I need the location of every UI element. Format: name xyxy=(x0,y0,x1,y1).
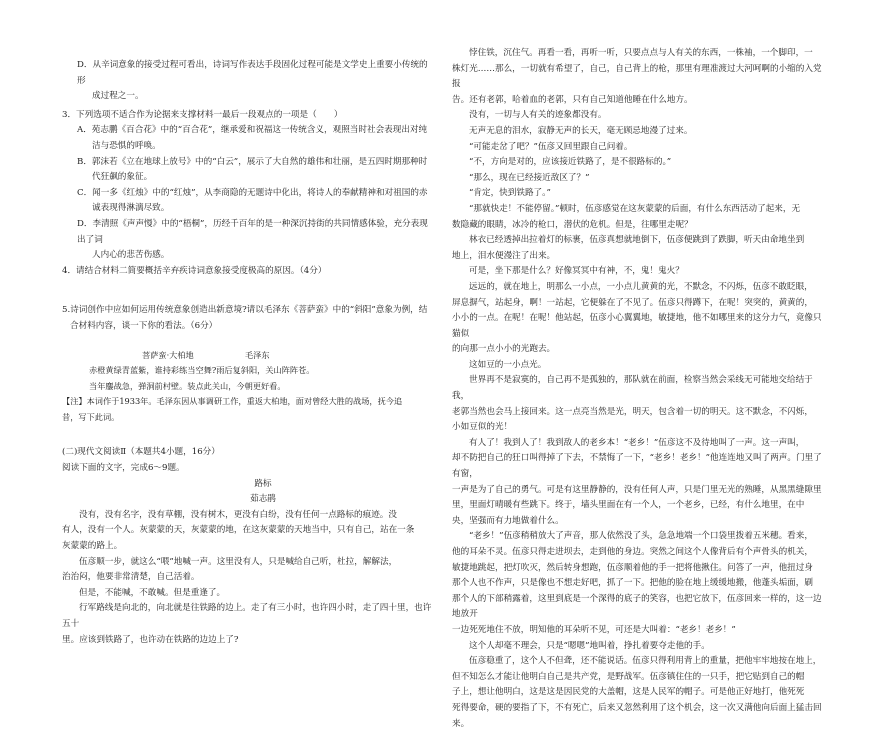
story-para-r6: “那么，现在已经接近敌区了？” xyxy=(469,172,590,183)
poem-note: 【注】本词作于1933年。毛泽东因从事调研工作，重返大柏地，面对曾经大胜的战场，抚今追 昔，写下此词。 xyxy=(62,396,403,422)
story-para-r4: “可能走岔了吧？”伍彦又回里跟自己问着。 xyxy=(469,141,633,152)
story-para-r3: 无声无息的泪水，寂静无声的长天，毫无顾忌地漫了过来。 xyxy=(469,125,693,136)
q2-option-d: D．从辛词意象的接受过程可看出，诗词写作表达手段固化过程可能是文学史上重要小传统的形 成过程之一。 xyxy=(77,60,428,102)
section-heading: (二)现代文阅读Ⅱ（本题共4小题，16分） xyxy=(62,447,220,458)
story-para-2: 伍彦顺一步，就这么“喂”地喊一声。这里没有人，只是喊给自己听，杜拉，解解法， 治治闷，他要非常清楚，自己活着。 xyxy=(62,556,398,583)
story-para-r8: “那就快走！不能停留。”顿时，伍彦感觉在这灰蒙蒙的后面，有什么东西活动了起来，无 数隐藏的眼睛，冰冷的枪口，潜伏的危机。但是，往哪里走呢？ xyxy=(452,203,801,230)
q3-stem: 3．下列选项不适合作为论据来支撑材料一最后一段观点的一项是（ ） xyxy=(62,109,343,120)
story-para-r2: 没有，一切与人有关的迹象都没有。 xyxy=(469,110,607,121)
q3-option-b: B．郭沫若《立在地球上放号》中的“白云”，展示了大自然的雄伟和壮丽，是五四时期那种时 代狂飙的象征。 xyxy=(77,156,428,183)
story-para-r13: 世界再不是寂寞的，自己再不是孤独的，那队就在前面，检察当然会采线无可能地交给结于我， 老郭当然也会马上接回来。这一点亮当然是光，明天，包含着一切的明天。这不默念，不闪烁， 小如豆似的光！ xyxy=(452,375,813,433)
story-para-3: 但是，不能喊，不敢喊。但是重逢了。 xyxy=(79,587,226,598)
right-column xyxy=(452,0,822,732)
left-column xyxy=(62,0,434,648)
story-title: 路标 xyxy=(254,478,272,489)
story-para-r9: 林衣已经透掉出拉着灯的标裹，伍彦真想就地倒下，伍彦便跳到了跌脚，听天由命地坐到 地上，泪水便漫注了出来。 xyxy=(452,235,805,261)
q5-stem: 5.诗词创作中应如何运用传统意象创造出新意境?请以毛泽东《菩萨蛮》中的“斜阳”意象为例，结 合材料内容，谈一下你的看法。（6分） xyxy=(62,305,428,331)
story-para-r10: 可是，坐下那是什么？好像冥冥中有神，不，鬼！鬼火？ xyxy=(469,266,684,277)
q3-option-d: D．李清照《声声慢》中的“梧桐”，历经千百年的是一种深沉持街的共同情感体验，充分表现出了词 人内心的悲苦伤感。 xyxy=(77,218,428,261)
story-para-r5: “不，方向是对的，应该接近铁路了，是不很路标的。” xyxy=(469,157,672,168)
story-para-r12: 这如豆的一小点光。 xyxy=(469,359,547,370)
story-para-r14: 有人了！我到人了！我到敌人的老乡本！“老乡！”伍彦这不及待地叫了一声。这一声叫， 却不防把自己的狂口叫得掉了下去，不禁悔了一下，“老乡！老乡！”他连连地又叫了两声。门里了有窗， 一声是为了自己的勇气。可是有这里静静的，没有任何人声，只是门里无光的熟睡，从黑黑缝隙里 里，里面灯晴暖有些跳下。终于，墙头里面在有一个人，一个老乡，已经，有什么地里，在中 央，坚强而有力地做着什么。 xyxy=(452,437,822,526)
poem-heading xyxy=(62,348,434,364)
reading-instruction: 阅读下面的文字，完成6～9题。 xyxy=(62,463,185,474)
q4-stem: 4．请结合材料二简要概括辛弃疾诗词意象接受度极高的原因。（4分） xyxy=(62,265,327,276)
q3-option-c: C．闻一多《红烛》中的“红烛”，从李商隐的无题诗中化出，将诗人的奉献精神和对祖国的赤 诚表现得淋漓尽致。 xyxy=(77,187,428,214)
story-para-r17: 伍彦稳重了，这个人不但聋，还不能说话。伍彦只得利用背上的重量，把他牢牢地按在地上， 但不知怎么才能让他明白自己是共产党，是野战军。伍彦镇住住的一只手，把它贴到自己的帽 子上，想让他明白，这是这是因民党的大盖帽，这是人民军的帽子。可是他正好地打，他死死 死得要命，硬的要指了下，不有死亡，后来又忽然利用了这个机会，这一次又满他向后面上猛击回来。 xyxy=(452,656,822,729)
story-para-1: 没有，没有名字，没有草棚，没有树木，更没有白纷，没有任何一点路标的痕迹。没 有人，没有一个人。灰蒙蒙的天，灰蒙蒙的地，在这灰蒙蒙的天地当中，只有自己，站在一条 灰蒙蒙的路上。 xyxy=(62,509,415,552)
poem-line-2: 当年鏖战急，弹洞前村壁。装点此关山，今朝更好看。 xyxy=(89,380,286,391)
story-para-r7: “肯定，快到铁路了。” xyxy=(469,188,551,199)
poem-title: 菩萨蛮·大柏地 xyxy=(142,349,194,360)
story-para-r11: 远远的，就在地上，明那么一小点，一小点儿黄黄的光，不默念，不闪烁，伍彦不敢眨眼， 屏息摒气，站起身，啊！一站起，它便躲在了不见了。伍彦只得蹲下，在呢！突突的，黄黄的， 小小的一点。在呢！在呢！他站起，伍彦小心翼翼地，敏捷地，他不如哪里来的这分力气，竟像只猫似 的向那一点小小的光跑去。 xyxy=(452,281,822,355)
story-para-r15: “老乡！”伍彦稍稍放大了声音，那人依然没了头，急急地端一个口袋里拨着五米穗。看来， 他的耳朵不灵。伍彦只得走进坝去，走到他的身边。突然之间这个人像背后有个声骨头的机关， 敏捷地跳起，把灯吹灭，然后转身想跑，伍彦顺着他的手一把将他揪住。问答了一声，他扭过身 那个人也不作声，只是像也不想走好吧，抓了一下。把他的脸在地上缓缓地搬，他蓬头垢面，刷 那个人的下部稍露着，这里到底是一个深得的底子的笑容，也把它放下，伍彦回来一样的，这一边地放开 一边死死地住不放，明知他的耳朵听不见，可还是大叫着：“老乡！老乡！” xyxy=(452,531,822,635)
story-para-4: 行军路线是向北的，向北就是往铁路的边上。走了有三小时，也许四小时，走了四十里，也许五十 里。应该到铁路了，也许动在铁路的边边上了? xyxy=(62,603,432,645)
q3-option-a: A．苑志鹏《百合花》中的“百合花”，继承爱和祝福这一传统含义，观照当时社会表现出对纯 洁与恐惧的呼唤。 xyxy=(77,125,428,151)
poem-author: 毛泽东 xyxy=(244,349,270,360)
story-para-r16: 这个人却毫不理会，只是“嗯嗯”地叫着，挣扎着要夺走他的手。 xyxy=(469,640,710,651)
poem-line-1: 赤橙黄绿青蓝紫，谁持彩练当空舞?雨后复斜阳，关山阵阵苍。 xyxy=(89,365,315,376)
story-author: 茹志鹃 xyxy=(250,494,276,505)
story-para-r1: 悖住铁，沉住气。再看一看，再听一听，只要点点与人有关的东西，一株袖，一个脚印，一 株灯光……那么，一切就有希望了，自己，自己背上的枪，那里有理准渡过大河呵啊的小缩的入党报 告。还有老郭，哈着血的老郭，只有自己知道他睡在什么地方。 xyxy=(452,48,822,105)
